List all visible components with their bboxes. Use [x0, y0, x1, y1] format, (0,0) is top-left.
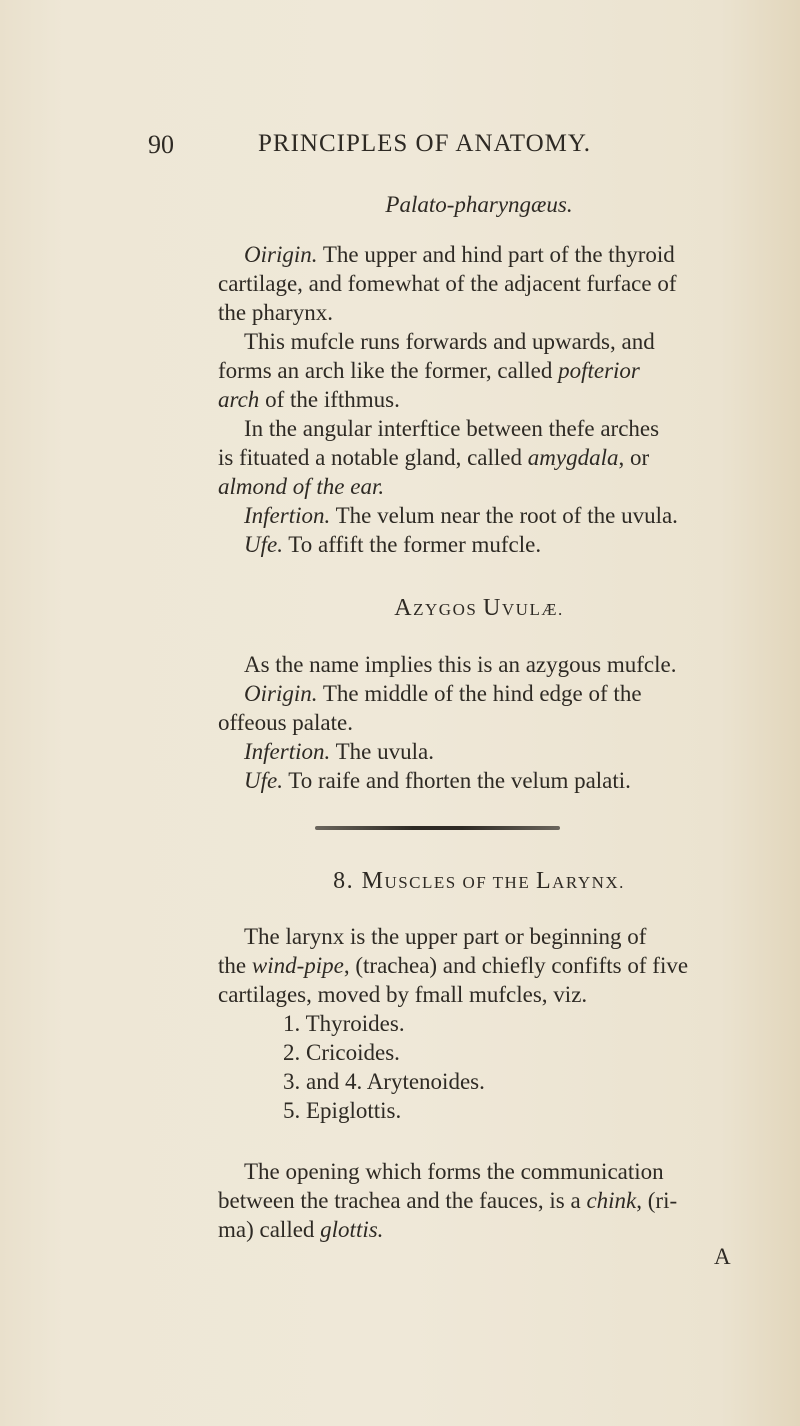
page-header [148, 130, 668, 164]
para-text: ma) called [218, 1217, 321, 1242]
insertion-text: The uvula. [330, 739, 434, 764]
italic-wind-pipe: wind-pipe [251, 953, 344, 978]
azygos-intro: As the name implies this is an azygous mufcle. [244, 652, 677, 677]
origin-label: Oirigin. [244, 242, 318, 267]
angular-italic-amygdala: amygdala [527, 445, 619, 470]
title-cap-l: L [535, 868, 553, 894]
larynx-para1-line-2 [218, 951, 740, 980]
section-number: 8. [333, 868, 362, 894]
para-text-end: , (ri- [636, 1188, 678, 1213]
insertion-label: Infertion. [244, 739, 331, 764]
origin-label: Oirigin. [244, 681, 318, 706]
azygos-insertion [244, 737, 740, 766]
title-small-u: VULÆ. [501, 600, 564, 619]
italic-glottis: glottis. [320, 1217, 384, 1242]
list-item: 3. and 4. Arytenoides. [283, 1069, 485, 1094]
list-item: 1. Thyroides. [283, 1011, 405, 1036]
palato-runs-line-1: This mufcle runs forwards and upwards, and [244, 329, 655, 354]
origin-text: The middle of the hind edge of the [317, 681, 642, 706]
runs-italic-arch: arch [218, 387, 260, 412]
use-label: Ufe. [244, 768, 283, 793]
azygos-origin-line-1 [244, 679, 740, 708]
title-cap-a: A [394, 595, 414, 621]
palato-runs-line-2 [218, 356, 740, 385]
use-text: To raife and fhorten the velum palati. [282, 768, 631, 793]
italic-chink: chink [586, 1188, 637, 1213]
palato-origin-line-2: cartilage, and fomewhat of the adjacent furface of [218, 271, 677, 296]
larynx-para2-line-1: The opening which forms the communication [244, 1159, 664, 1184]
section-title-palato-pharyngaeus: Palato-pharyngæus. [385, 192, 573, 217]
palato-origin-line-3: the pharynx. [218, 300, 333, 325]
azygos-origin-line-2: offeous palate. [218, 710, 353, 735]
section-title-azygos-uvulae [218, 593, 740, 624]
list-item: 2. Cricoides. [283, 1040, 400, 1065]
palato-angular-line-3: almond of the ear. [218, 474, 385, 499]
palato-runs-line-3 [218, 385, 740, 414]
section-divider-rule [315, 826, 560, 830]
larynx-para1-line-1: The larynx is the upper part or beginning of [244, 924, 647, 949]
para-text: the [218, 953, 252, 978]
running-head: PRINCIPLES OF ANATOMY. [258, 130, 591, 157]
palato-angular-line-2 [218, 443, 740, 472]
runs-italic-posterior: pofterior [558, 358, 640, 383]
list-item: 5. Epiglottis. [283, 1098, 402, 1123]
insertion-label: Infertion. [244, 503, 331, 528]
title-cap-m: M [361, 868, 385, 894]
title-small-l: ARYNX. [552, 873, 625, 892]
title-small-of-the: OF THE [462, 873, 536, 892]
palato-angular-line-1: In the angular interftice between thefe arches [244, 416, 660, 441]
palato-use [244, 530, 740, 559]
larynx-para2-line-3 [218, 1215, 740, 1244]
runs-text: of the ifthmus. [259, 387, 400, 412]
use-text: To affift the former mufcle. [282, 532, 542, 557]
angular-text-end: , or [618, 445, 650, 470]
para-text: between the trachea and the fauces, is a [218, 1188, 587, 1213]
azygos-use [244, 766, 740, 795]
section-title-muscles-larynx [218, 866, 740, 897]
page-number: 90 [148, 130, 174, 159]
title-small-a: ZYGOS [413, 600, 484, 619]
angular-text: is fituated a notable gland, called [218, 445, 528, 470]
larynx-para1-line-3: cartilages, moved by fmall mufcles, viz. [218, 982, 588, 1007]
insertion-text: The velum near the root of the uvula. [330, 503, 678, 528]
palato-insertion [244, 501, 740, 530]
use-label: Ufe. [244, 532, 283, 557]
runs-text: forms an arch like the former, called [218, 358, 559, 383]
title-cap-u: U [483, 595, 502, 621]
palato-origin-line-1 [244, 240, 740, 269]
origin-text: The upper and hind part of the thyroid [317, 242, 675, 267]
para-text-end: , (trachea) and chiefly confifts of five [343, 953, 689, 978]
title-small-m: USCLES [384, 873, 463, 892]
larynx-para2-line-2 [218, 1186, 740, 1215]
catchword: A [714, 1244, 731, 1269]
